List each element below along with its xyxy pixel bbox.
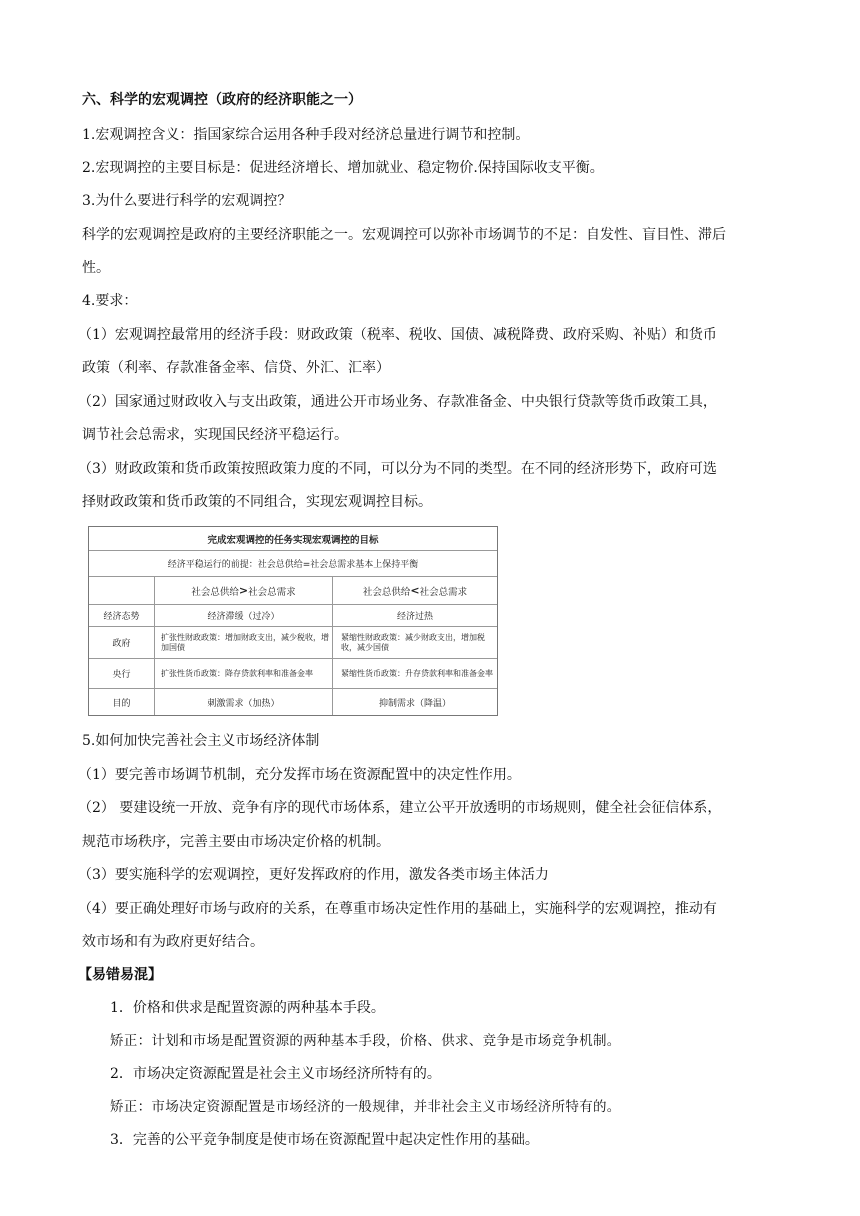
paragraph: 规范市场秩序，完善主要由市场决定价格的机制。 <box>82 834 390 850</box>
mistake-correction: 矫正：市场决定资源配置是市场经济的一般规律，并非社会主义市场经济所特有的。 <box>110 1099 621 1115</box>
col-a-post: 社会总需求 <box>248 586 296 598</box>
paragraph: 择财政政策和货币政策的不同组合，实现宏观调控目标。 <box>82 494 432 510</box>
row-label: 政府 <box>89 627 155 658</box>
paragraph: 科学的宏观调控是政府的主要经济职能之一。宏观调控可以弥补市场调节的不足：自发性、盲目性、滞后 <box>82 227 726 243</box>
table-row <box>89 689 497 715</box>
macro-control-table <box>88 526 498 716</box>
paragraph: 性。 <box>82 260 110 276</box>
mistake-claim: 1．价格和供求是配置资源的两种基本手段。 <box>110 1000 385 1016</box>
paragraph: （2） 要建设统一开放、竞争有序的现代市场体系，建立公平开放透明的市场规则，健全社会征信体系， <box>78 800 722 816</box>
row-cell-b: 抑制需求（降温） <box>378 698 451 709</box>
row-cell-a: 刺激需求（加热） <box>155 689 333 715</box>
row-label: 目的 <box>89 689 155 715</box>
paragraph: 1.宏观调控含义：指国家综合运用各种手段对经济总量进行调节和控制。 <box>82 127 530 143</box>
paragraph: 4.要求： <box>82 293 138 309</box>
paragraph: 3.为什么要进行科学的宏观调控？ <box>82 193 292 209</box>
paragraph: 5.如何加快完善社会主义市场经济体制 <box>82 733 320 749</box>
table-row <box>89 659 497 689</box>
row-label: 央行 <box>89 659 155 688</box>
col-b-symbol: < <box>410 584 420 597</box>
row-cell-a: 扩张性财政政策：增加财政支出，减少税收，增加国债 <box>155 627 333 658</box>
col-a-pre: 社会总供给 <box>191 586 239 598</box>
table-row <box>89 627 497 659</box>
table-col-a-header <box>155 577 333 604</box>
table-premise: 经济平稳运行的前提：社会总供给=社会总需求基本上保持平衡 <box>167 560 419 570</box>
paragraph: （2）国家通过财政收入与支出政策，通进公开市场业务、存款准备金、中央银行贷款等货币政策工具， <box>78 394 717 410</box>
section-heading: 六、科学的宏观调控（政府的经济职能之一） <box>82 92 362 108</box>
mistakes-title: 【易错易混】 <box>78 967 162 983</box>
paragraph: （4）要正确处理好市场与政府的关系，在尊重市场决定性作用的基础上，实施科学的宏观调控，推动有 <box>78 901 717 917</box>
row-cell-b: 紧缩性货币政策：升存贷款利率和准备金率 <box>341 668 493 678</box>
col-a-symbol: > <box>238 584 249 597</box>
table-row <box>89 605 497 627</box>
paragraph: （3）财政政策和货币政策按照政策力度的不同，可以分为不同的类型。在不同的经济形势下，政府可选 <box>78 461 717 477</box>
paragraph: （1）要完善市场调节机制，充分发挥市场在资源配置中的决定性作用。 <box>78 767 521 783</box>
row-label: 经济态势 <box>89 605 155 626</box>
mistake-correction: 矫正：计划和市场是配置资源的两种基本手段，价格、供求、竞争是市场竞争机制。 <box>110 1033 621 1049</box>
paragraph: （3）要实施科学的宏观调控，更好发挥政府的作用，激发各类市场主体活力 <box>78 867 549 883</box>
mistake-claim: 3．完善的公平竞争制度是使市场在资源配置中起决定性作用的基础。 <box>110 1132 539 1148</box>
paragraph: 2.宏现调控的主要目标是：促进经济增长、增加就业、稳定物价.保持国际收支平衡。 <box>82 160 604 176</box>
mistake-claim: 2．市场决定资源配置是社会主义市场经济所特有的。 <box>110 1066 441 1082</box>
paragraph: （1）宏观调控最常用的经济手段：财政政策（税率、税收、国债、减税降费、政府采购、补贴）和货币 <box>78 327 717 343</box>
col-b-pre: 社会总供给 <box>362 586 411 598</box>
row-cell-b: 紧缩性财政政策：减少财政支出，增加税收，减少国债 <box>341 632 485 652</box>
row-cell-a: 经济滞缓（过冷） <box>155 605 333 626</box>
paragraph: 效市场和有为政府更好结合。 <box>82 934 264 950</box>
paragraph: 政策（利率、存款准备金率、信贷、外汇、汇率） <box>82 360 390 376</box>
table-title: 完成宏观调控的任务实现宏观调控的目标 <box>207 534 379 546</box>
table-corner <box>89 577 155 604</box>
row-cell-b: 经济过热 <box>396 612 433 622</box>
table-col-b-header <box>333 577 497 604</box>
row-cell-a: 扩张性货币政策：降存贷款利率和准备金率 <box>155 659 333 688</box>
col-b-post: 社会总需求 <box>419 586 468 598</box>
paragraph: 调节社会总需求，实现国民经济平稳运行。 <box>82 427 348 443</box>
